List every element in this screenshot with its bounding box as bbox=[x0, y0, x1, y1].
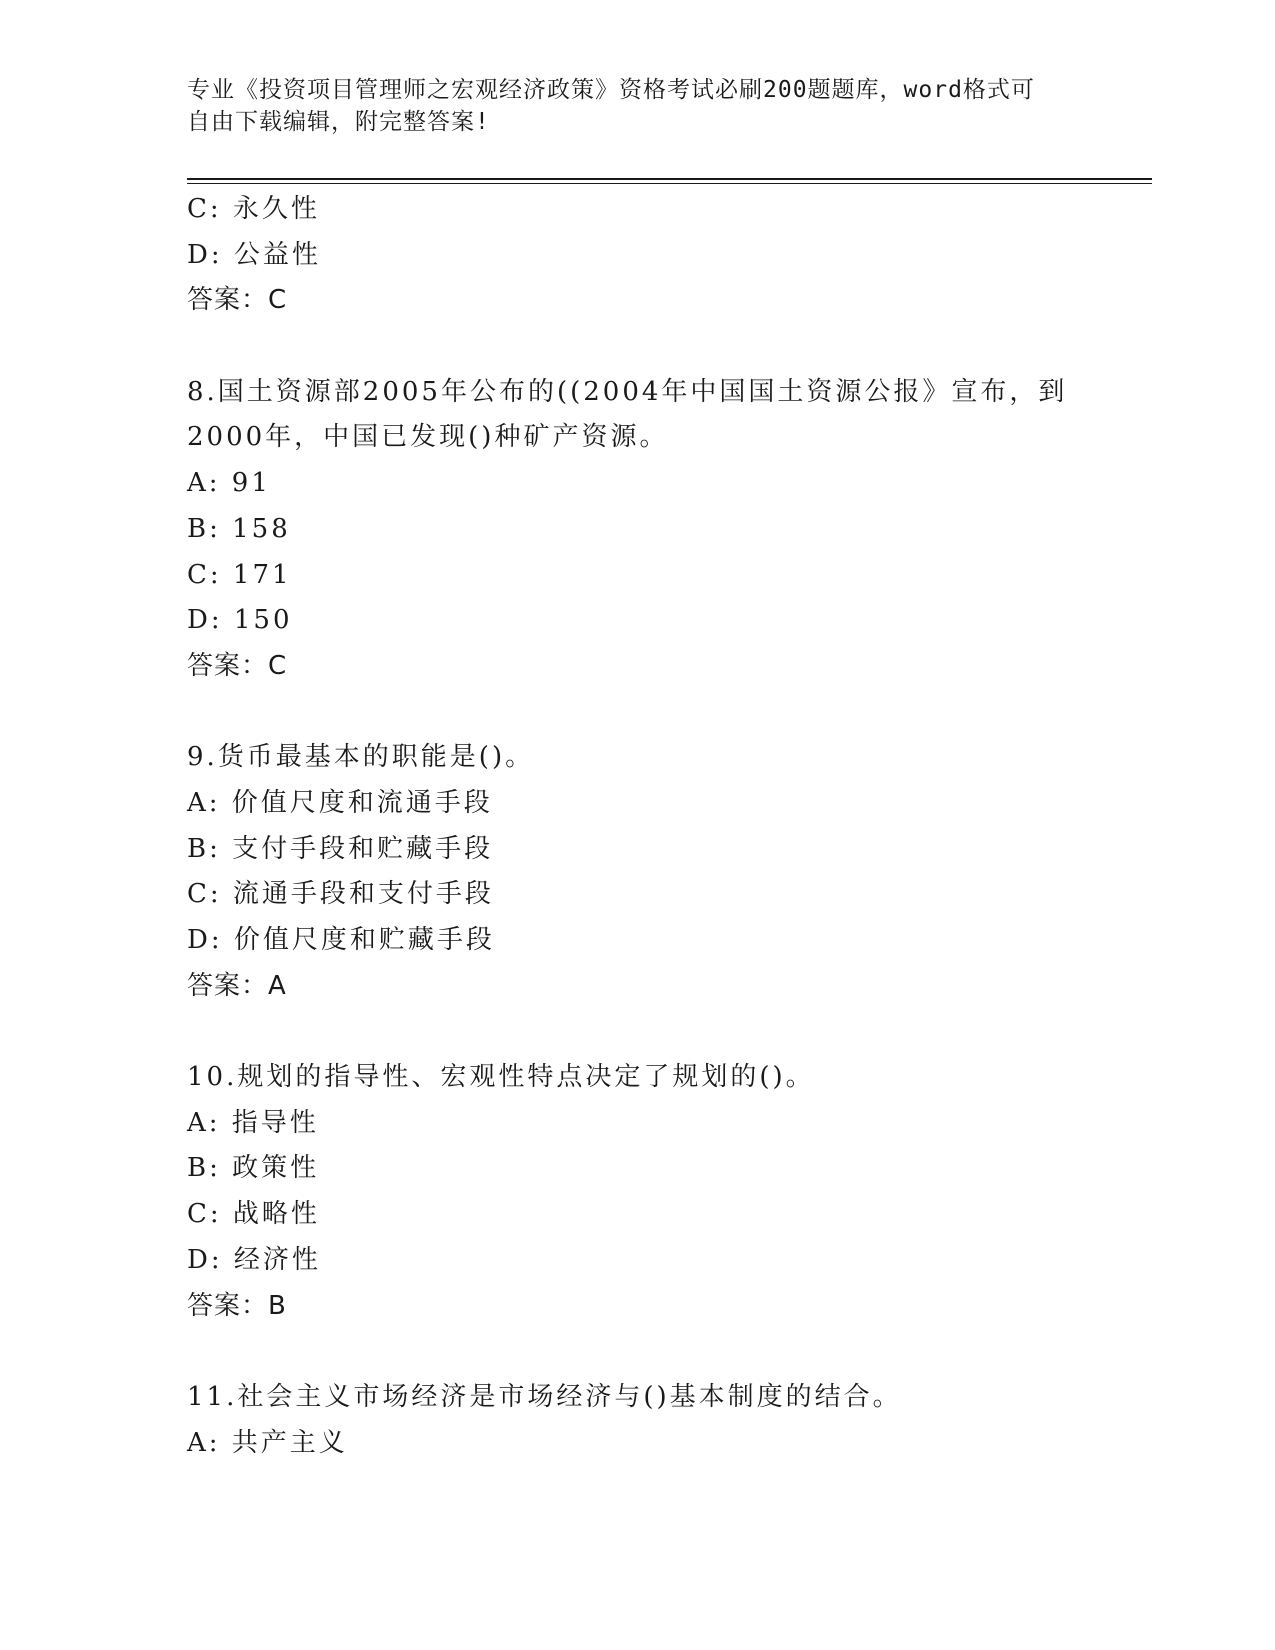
answer: 答案：B bbox=[187, 1290, 287, 1321]
header-line-2: 自由下载编辑，附完整答案! bbox=[187, 109, 490, 135]
question-stem: 11.社会主义市场经济是市场经济与()基本制度的结合。 bbox=[187, 1381, 902, 1412]
option-c: C: 永久性 bbox=[187, 194, 320, 224]
spacer bbox=[187, 690, 1117, 736]
answer: 答案：A bbox=[187, 970, 287, 1001]
question-stem: 2000年，中国已发现()种矿产资源。 bbox=[187, 422, 669, 453]
header-line-1: 专业《投资项目管理师之宏观经济政策》资格考试必刷200题题库，word格式可 bbox=[187, 77, 1035, 103]
option-b: B: 政策性 bbox=[187, 1153, 320, 1184]
question-8 bbox=[187, 370, 1117, 690]
spacer bbox=[187, 1009, 1117, 1055]
option-c: C: 战略性 bbox=[187, 1199, 320, 1230]
header-divider-thick bbox=[187, 178, 1152, 180]
option-c: C: 流通手段和支付手段 bbox=[187, 879, 494, 910]
option-c: C: 171 bbox=[187, 559, 292, 590]
page-header bbox=[187, 74, 1067, 138]
question-stem: 8.国土资源部2005年公布的((2004年中国国土资源公报》宣布，到 bbox=[187, 376, 1068, 407]
question-stem: 9.货币最基本的职能是()。 bbox=[187, 742, 535, 773]
spacer bbox=[187, 324, 1117, 370]
answer: 答案：C bbox=[187, 650, 288, 681]
option-b: B: 支付手段和贮藏手段 bbox=[187, 833, 494, 864]
option-d: D: 150 bbox=[187, 605, 293, 636]
option-d: D: 公益性 bbox=[187, 239, 321, 270]
option-b: B: 158 bbox=[187, 513, 291, 544]
answer: 答案：C bbox=[187, 285, 288, 316]
option-a: A: 指导性 bbox=[187, 1107, 319, 1138]
header-divider-thin bbox=[187, 183, 1152, 184]
option-a: A: 价值尺度和流通手段 bbox=[187, 787, 493, 818]
option-a: A: 共产主义 bbox=[187, 1427, 348, 1458]
option-d: D: 经济性 bbox=[187, 1244, 321, 1275]
question-10 bbox=[187, 1055, 1117, 1329]
question-9 bbox=[187, 735, 1117, 1009]
option-d: D: 价值尺度和贮藏手段 bbox=[187, 925, 495, 955]
question-11 bbox=[187, 1375, 1117, 1466]
question-7-continued bbox=[187, 187, 1117, 324]
question-list bbox=[187, 187, 1117, 1466]
spacer bbox=[187, 1329, 1117, 1375]
question-stem: 10.规划的指导性、宏观性特点决定了规划的()。 bbox=[187, 1062, 815, 1093]
option-a: A: 91 bbox=[187, 468, 271, 499]
